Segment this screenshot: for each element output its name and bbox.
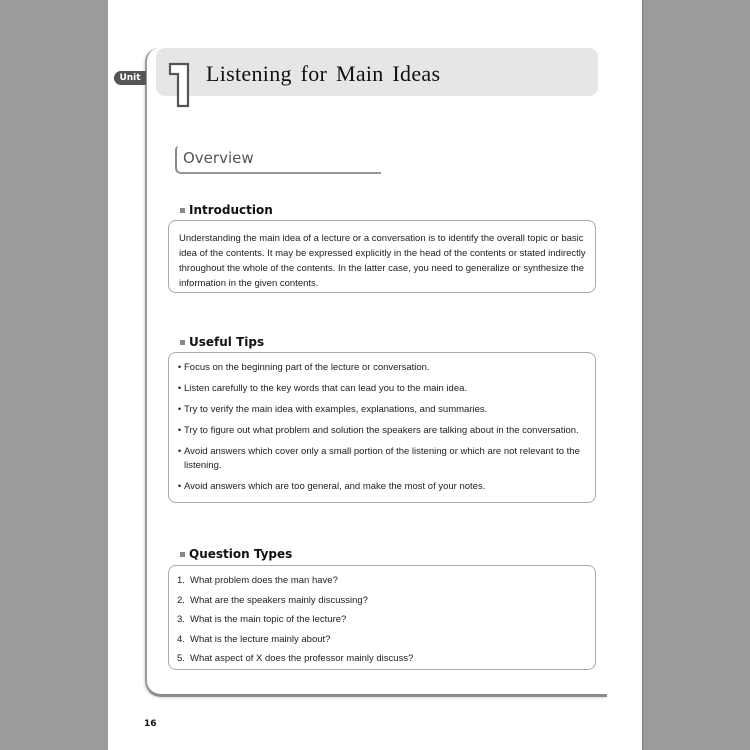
overview-label: Overview xyxy=(183,149,254,167)
tip-item xyxy=(175,445,587,473)
tip-item xyxy=(175,382,587,396)
tip-item xyxy=(175,424,587,438)
question-item xyxy=(177,652,587,666)
question-number: 1. xyxy=(177,575,185,586)
useful-tips-box xyxy=(168,352,596,503)
question-types-heading-label: Question Types xyxy=(189,547,293,561)
question-item xyxy=(177,574,587,588)
tip-text: Try to verify the main idea with examples, explanations, and summaries. xyxy=(184,404,488,415)
tip-item xyxy=(175,403,587,417)
tip-text: Focus on the beginning part of the lecture or conversation. xyxy=(184,362,430,373)
question-item xyxy=(177,613,587,627)
question-item xyxy=(177,633,587,647)
useful-tips-heading-label: Useful Tips xyxy=(189,335,265,349)
question-item xyxy=(177,594,587,608)
bullet-icon: • xyxy=(177,362,182,373)
question-types-heading xyxy=(180,547,292,561)
square-bullet-icon xyxy=(180,552,185,557)
introduction-heading-label: Introduction xyxy=(189,203,273,217)
square-bullet-icon xyxy=(180,208,185,213)
tip-text: Try to figure out what problem and solution the speakers are talking about in the conversation. xyxy=(184,425,579,436)
unit-badge: Unit xyxy=(114,71,146,85)
introduction-box xyxy=(168,220,596,293)
question-text: What problem does the man have? xyxy=(190,575,338,586)
tip-text: Avoid answers which are too general, and make the most of your notes. xyxy=(184,481,486,492)
unit-number-outline-1 xyxy=(168,62,194,108)
useful-tips-heading xyxy=(180,335,264,349)
question-types-box xyxy=(168,565,596,670)
question-number: 3. xyxy=(177,614,185,626)
page-title: Listening for Main Ideas xyxy=(206,61,441,86)
tip-item xyxy=(175,361,587,375)
question-number: 5. xyxy=(177,653,185,665)
bullet-icon: • xyxy=(177,383,182,394)
page-number: 16 xyxy=(144,719,157,729)
question-number: 2. xyxy=(177,594,185,606)
bullet-icon: • xyxy=(177,425,182,436)
square-bullet-icon xyxy=(180,340,185,345)
bullet-icon: • xyxy=(177,446,182,457)
question-text: What aspect of X does the professor mainly discuss? xyxy=(190,653,414,665)
tip-text: Avoid answers which cover only a small portion of the listening or which are not relevant to the listening. xyxy=(184,446,580,471)
question-text: What is the main topic of the lecture? xyxy=(190,614,347,626)
question-text: What are the speakers mainly discussing? xyxy=(190,594,368,606)
bullet-icon: • xyxy=(177,404,182,415)
introduction-text: Understanding the main idea of a lecture or a conversation is to identify the overall topic or basic idea of the contents. It may be expressed explicitly in the head of the contents or stated indirectly throughout the whole of the contents. In the latter case, you need to generalize or synthesize the information in the given contents. xyxy=(179,233,586,289)
introduction-heading xyxy=(180,203,273,217)
tip-text: Listen carefully to the key words that can lead you to the main idea. xyxy=(184,383,468,394)
question-number: 4. xyxy=(177,633,185,645)
question-text: What is the lecture mainly about? xyxy=(190,633,331,645)
tip-item xyxy=(175,480,587,494)
bullet-icon: • xyxy=(177,481,182,492)
overview-tab xyxy=(175,146,381,174)
